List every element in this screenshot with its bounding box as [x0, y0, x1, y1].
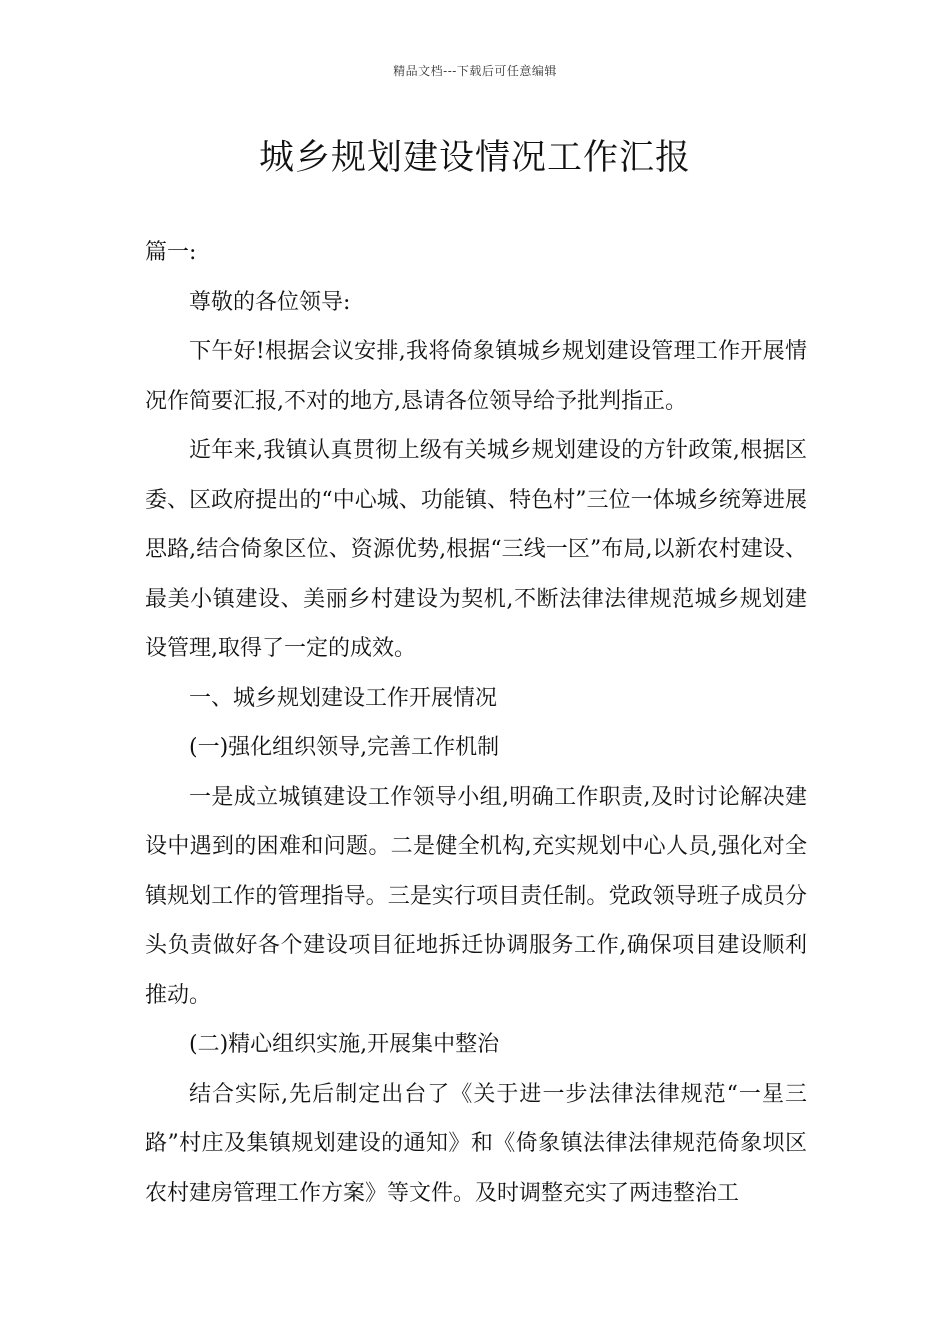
section-heading-1: 一、城乡规划建设工作开展情况	[189, 685, 498, 711]
paragraph-section-label: 篇一:	[145, 240, 197, 265]
subsection-heading-1: (一)强化组织领导,完善工作机制	[189, 735, 500, 760]
header-note: 精品文档---下载后可任意编辑	[393, 64, 557, 78]
subsection-heading-2: (二)精心组织实施,开展集中整治	[189, 1032, 500, 1057]
paragraph-overview: 近年来,我镇认真贯彻上级有关城乡规划建设的方针政策,根据区委、区政府提出的“中心城、功能镇、特色村”三位一体城乡统筹进展思路,结合倚象区位、资源优势,根据“三线一区”布局,以新农村建设、最美小镇建设、美丽乡村建设为契机,不断法律法律规范城乡规划建设管理,取得了一定的成效。	[145, 438, 807, 661]
paragraph-greeting: 下午好!根据会议安排,我将倚象镇城乡规划建设管理工作开展情况作简要汇报,不对的地方,恳请各位领导给予批判指正。	[145, 339, 807, 414]
document-body	[145, 228, 807, 1218]
document-title: 城乡规划建设情况工作汇报	[258, 138, 691, 178]
paragraph-implementation: 结合实际,先后制定出台了《关于进一步法律法律规范“一星三路”村庄及集镇规划建设的通知》和《倚象镇法律法律规范倚象坝区农村建房管理工作方案》等文件。及时调整充实了两违整治工	[145, 1081, 807, 1206]
paragraph-salutation: 尊敬的各位领导:	[189, 289, 351, 315]
paragraph-organization: 一是成立城镇建设工作领导小组,明确工作职责,及时讨论解决建设中遇到的困难和问题。二是健全机构,充实规划中心人员,强化对全镇规划工作的管理指导。三是实行项目责任制。党政领导班子成员分头负责做好各个建设项目征地拆迁协调服务工作,确保项目建设顺利推动。	[145, 784, 807, 1008]
